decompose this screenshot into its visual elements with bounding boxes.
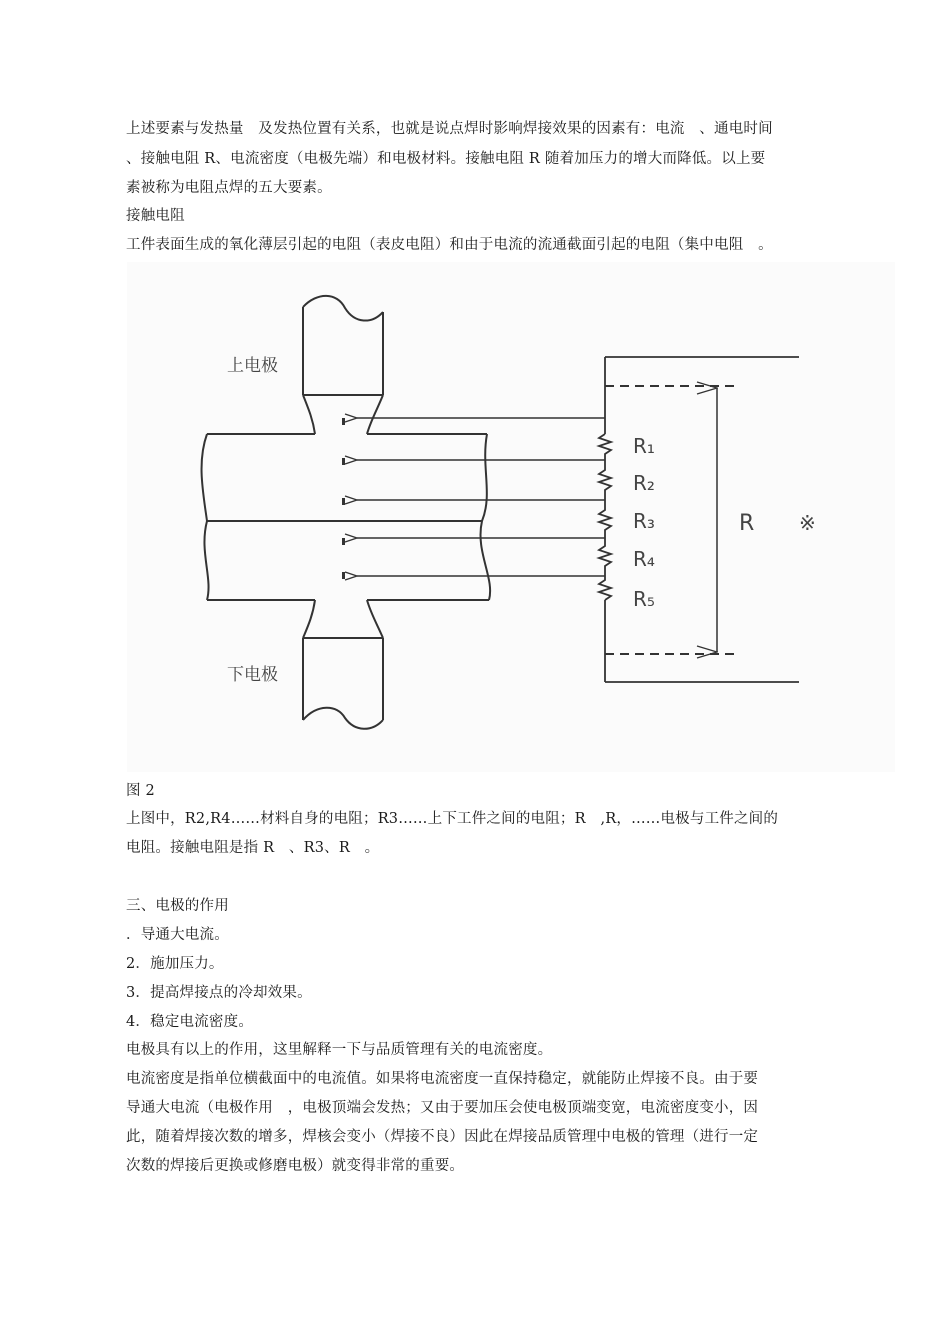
paragraph-line: 次数的焊接后更换或修磨电极）就变得非常的重要。 [126, 1158, 465, 1174]
section-title: 三、电极的作用 [126, 898, 229, 914]
paragraph-line: 、接触电阻 R、电流密度（电极先端）和电极材料。接触电阻 R 随着加压力的增大而降低。以上要 [126, 151, 766, 167]
r4-label: R₄ [633, 547, 655, 571]
r3-label: R₃ [633, 509, 655, 533]
paragraph-line: 工件表面生成的氧化薄层引起的电阻（表皮电阻）和由于电流的流通截面引起的电阻（集中电阻 。 [126, 237, 773, 253]
list-item: ．导通大电流。 [126, 927, 229, 943]
resistor-chain [599, 357, 799, 682]
list-item: 2．施加压力。 [126, 956, 224, 972]
lower-electrode-shape [303, 600, 383, 729]
r1-label: R₁ [633, 434, 655, 458]
reference-mark: ※ [799, 511, 816, 535]
paragraph-line: 上述要素与发热量 及发热位置有关系，也就是说点焊时影响焊接效果的因素有：电流 、通电时间 [126, 121, 773, 137]
r2-label: R₂ [633, 471, 655, 495]
paragraph-line: 素被称为电阻点焊的五大要素。 [126, 180, 332, 196]
upper-electrode-shape [303, 296, 383, 434]
weld-points [342, 418, 345, 579]
r-total-label: R [739, 511, 755, 536]
figure-caption: 图 2 [126, 783, 155, 799]
paragraph-line: 上图中，R2,R4……材料自身的电阻；R3……上下工件之间的电阻；R ,R，……电极与工件之间的 [126, 811, 779, 827]
paragraph-line: 电极具有以上的作用，这里解释一下与品质管理有关的电流密度。 [126, 1042, 553, 1058]
paragraph-line: 电流密度是指单位横截面中的电流值。如果将电流密度一直保持稳定，就能防止焊接不良。由于要 [126, 1071, 759, 1087]
upper-electrode-label: 上电极 [227, 356, 278, 376]
list-item: 4．稳定电流密度。 [126, 1014, 254, 1030]
paragraph-line: 导通大电流（电极作用 ，电极顶端会发热；又由于要加压会使电极顶端变宽，电流密度变小，因 [126, 1100, 759, 1116]
paragraph-line: 电阻。接触电阻是指 R 、R3、R 。 [126, 840, 380, 856]
workpieces [202, 434, 491, 600]
r5-label: R₅ [633, 587, 655, 611]
resistance-diagram [127, 262, 895, 772]
total-range-dashes [605, 386, 739, 654]
list-item: 3．提高焊接点的冷却效果。 [126, 985, 312, 1001]
paragraph-line: 此，随着焊接次数的增多，焊核会变小（焊接不良）因此在焊接品质管理中电极的管理（进行一定 [126, 1129, 759, 1145]
current-arrows [357, 418, 605, 576]
section-heading: 接触电阻 [126, 208, 185, 224]
lower-electrode-label: 下电极 [227, 665, 278, 685]
